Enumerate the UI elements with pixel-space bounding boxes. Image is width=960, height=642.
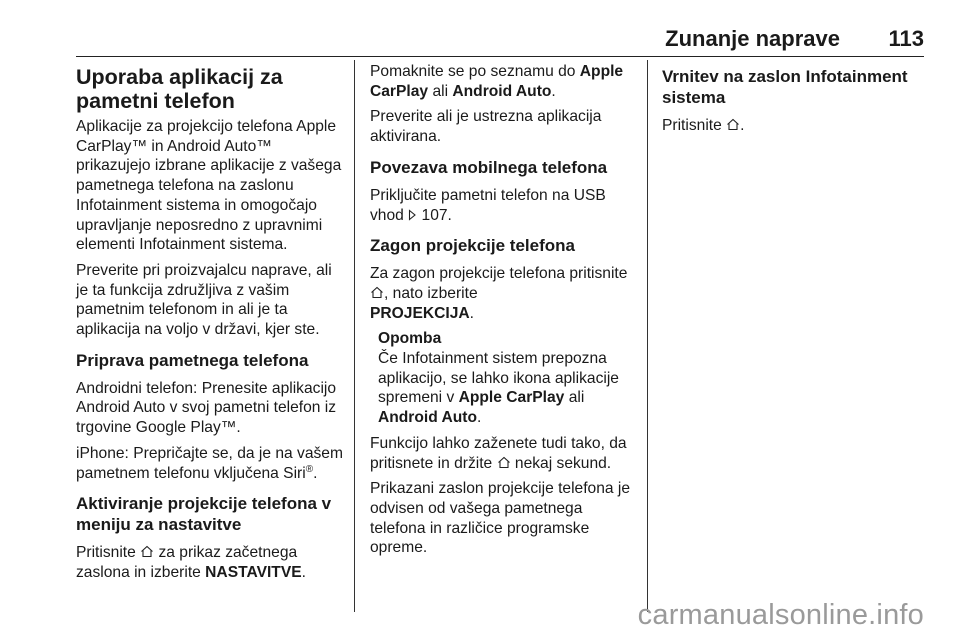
text: , nato izberite [384, 284, 478, 302]
text: . [551, 82, 556, 100]
paragraph [370, 264, 638, 323]
page-number: 113 [888, 26, 924, 51]
page-reference-icon [408, 209, 417, 221]
paragraph: Preverite pri proizvajalcu naprave, ali je ta funkcija združljiva z vašim pametnim telefonom in ali je ta aplikacija na voljo v državi, kjer ste. [76, 261, 332, 339]
page-header [0, 26, 960, 54]
paragraph: Aplikacije za projekcijo telefona Apple CarPlay™ in Android Auto™ prikazujejo izbrane aplikacije z vašega pametnega telefona na zaslonu Infotainment sistema in omogočajo upravljanje neposredno z upravnimi elementi Infotainment sistema. [76, 118, 342, 254]
text: iPhone: Prepričajte se, da je na vašem pametnem telefonu vključena Siri [76, 444, 343, 482]
text: . [313, 464, 318, 482]
keyword: Apple CarPlay [458, 389, 565, 407]
heading-aktiviranje: Aktiviranje projekcije telefona v meniju za nastavitve [76, 494, 332, 535]
text: ali [568, 389, 585, 407]
registered-mark: ® [305, 463, 314, 475]
paragraph [370, 186, 638, 225]
text: ali [432, 82, 449, 100]
heading-povezava: Povezava mobilnega telefona [370, 157, 608, 177]
column-divider-1 [354, 60, 355, 612]
heading-zagon: Zagon projekcije telefona [370, 236, 575, 256]
text: . [469, 304, 474, 322]
text: Pritisnite [662, 117, 722, 134]
paragraph: Preverite ali je ustrezna aplikacija aktivirana. [370, 108, 602, 146]
text: Za zagon projekcije telefona pritisnite [370, 265, 628, 283]
paragraph [370, 62, 638, 101]
text: Če Infotainment sistem prepozna aplikacijo, se lahko ikona aplikacije spremeni v [378, 350, 619, 407]
text: za prikaz začetnega zaslona in izberite [76, 544, 298, 581]
watermark: carmanualsonline.info [637, 599, 924, 631]
home-icon [497, 456, 511, 469]
column-2 [370, 62, 638, 564]
header-rule [76, 56, 924, 57]
paragraph [370, 434, 638, 473]
keyword: PROJEKCIJA [370, 304, 470, 322]
paragraph [662, 116, 932, 136]
heading-vrnitev: Vrnitev na zaslon Infotainment sistema [662, 67, 908, 107]
keyword: Android Auto [452, 82, 552, 100]
keyword: Android Auto [378, 409, 478, 427]
text: Priključite pametni telefon na USB vhod [370, 186, 606, 224]
column-3 [662, 62, 932, 142]
keyword: Apple CarPlay [370, 63, 624, 100]
text: . [740, 117, 745, 134]
column-1 [76, 62, 344, 589]
text: Pritisnite [76, 544, 136, 562]
text: . [477, 409, 482, 427]
text: . [301, 563, 306, 581]
heading-priprava: Priprava pametnega telefona [76, 350, 309, 370]
chapter-title: Zunanje naprave [665, 26, 840, 51]
paragraph: Androidni telefon: Prenesite aplikacijo Android Auto v svoj pametni telefon iz trgovine Google Play™. [76, 379, 337, 437]
column-divider-2 [647, 60, 648, 612]
home-icon [370, 286, 384, 299]
note-title: Opomba [378, 330, 442, 348]
paragraph [76, 543, 344, 582]
text: Funkcijo lahko zaženete tudi tako, da pritisnete in držite [370, 434, 627, 472]
paragraph [76, 444, 344, 483]
home-icon [726, 118, 740, 131]
page-reference[interactable]: 107. [421, 206, 452, 224]
keyword: NASTAVITVE [205, 563, 302, 581]
paragraph: Prikazani zaslon projekcije telefona je odvisen od vašega pametnega telefona in različice programske opreme. [370, 480, 631, 557]
home-icon [140, 545, 154, 558]
text: nekaj sekund. [514, 454, 612, 472]
text: Pomaknite se po seznamu do [370, 63, 576, 80]
heading-uporaba: Uporaba aplikacij za pametni telefon [76, 65, 283, 113]
note-box [378, 329, 638, 428]
note-text [378, 349, 638, 428]
